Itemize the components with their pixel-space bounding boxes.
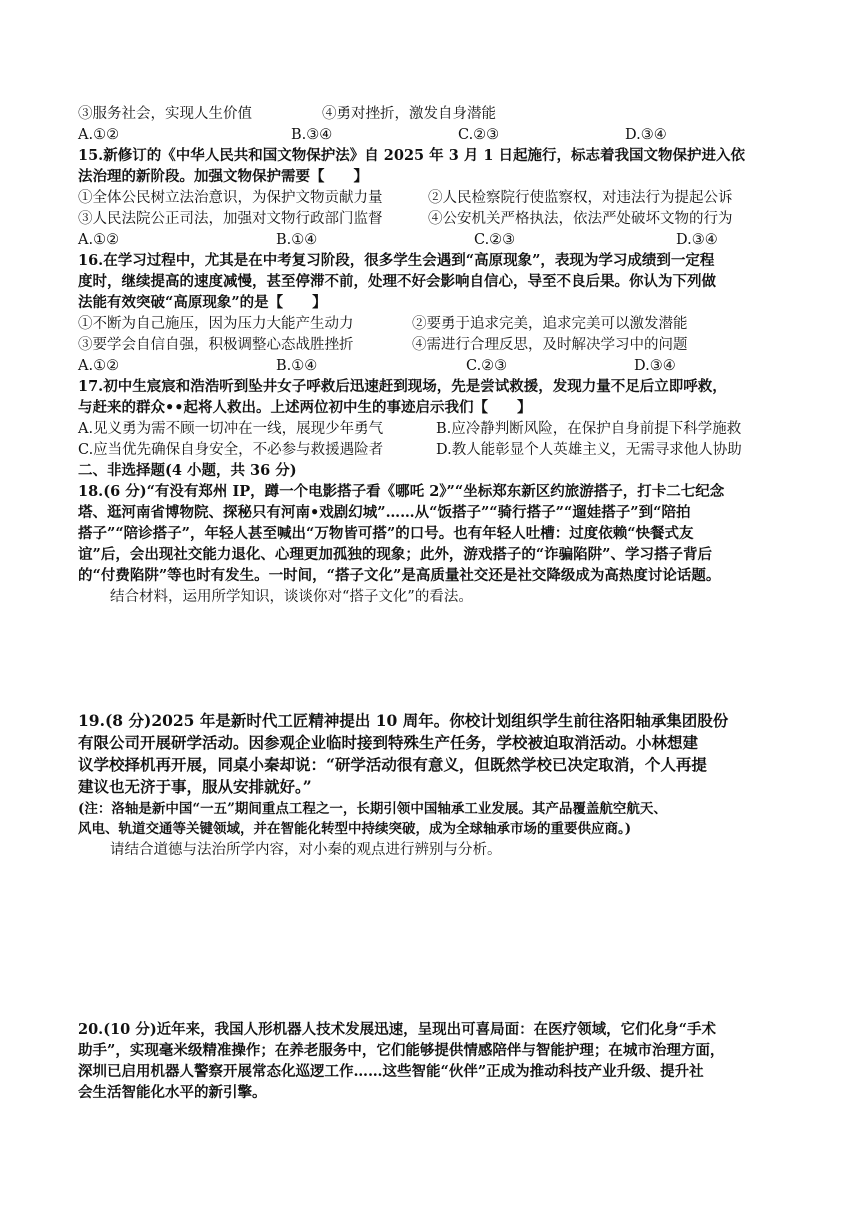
q19-note-line-1: (注：洛轴是新中国“一五”期间重点工程之一，长期引领中国轴承工业发展。其产品覆盖航空航天、 — [78, 801, 667, 817]
q15-stem-line-2: 法治理的新阶段。加强文物保护需要【 】 — [78, 168, 368, 185]
q18-material-line-4: 谊”后，会出现社交能力退化、心理更加孤独的现象；此外，游戏搭子的“诈骗陷阱”、学习搭子背后 — [78, 546, 713, 563]
q19-prompt: 请结合道德与法治所学内容，对小秦的观点进行辨别与分析。 — [110, 842, 502, 858]
q15-option-1: ①全体公民树立法治意识，为保护文物贡献力量 — [78, 190, 383, 206]
q15-choice-d: D.③④ — [676, 232, 718, 248]
q15-stem-line-1: 15.新修订的《中华人民共和国文物保护法》自 2025 年 3 月 1 日起施行，标志着我国文物保护进入依 — [78, 147, 746, 164]
q19-material-line-3: 议学校择机再开展，同桌小秦却说：“研学活动很有意义，但既然学校已决定取消，个人再提 — [78, 755, 707, 774]
q15-choice-c: C.②③ — [474, 232, 516, 248]
q17-option-a: A.见义勇为需不顾一切冲在一线，展现少年勇气 — [78, 421, 384, 437]
q14-choice-d: D.③④ — [625, 127, 667, 143]
q20-material-line-3: 深圳已启用机器人警察开展常态化巡逻工作……这些智能“伙伴”正成为推动科技产业升级、提升社 — [78, 1063, 704, 1080]
q15-option-4: ④公安机关严格执法，依法严处破坏文物的行为 — [428, 211, 733, 227]
q20-material-line-4: 会生活智能化水平的新引擎。 — [78, 1084, 267, 1101]
q20-material-line-2: 助手”，实现毫米级精准操作；在养老服务中，它们能够提供情感陪伴与智能护理；在城市治理方面， — [78, 1042, 725, 1059]
section-heading: 二、非选择题(4 小题，共 36 分) — [78, 462, 297, 479]
q16-stem-line-3: 法能有效突破“高原现象”的是【 】 — [78, 294, 327, 311]
q17-stem-line-2: 与赶来的群众••起将人救出。上述两位初中生的事迹启示我们【 】 — [78, 399, 532, 416]
q19-note-line-2: 风电、轨道交通等关键领域，并在智能化转型中持续突破，成为全球轴承市场的重要供应商。) — [78, 821, 632, 837]
q16-choice-a: A.①② — [78, 358, 120, 374]
q16-option-4: ④需进行合理反思，及时解决学习中的问题 — [412, 337, 688, 353]
q14-option-3: ③服务社会，实现人生价值 — [78, 106, 252, 122]
q16-choice-b: B.①④ — [276, 358, 318, 374]
q15-option-3: ③人民法院公正司法，加强对文物行政部门监督 — [78, 211, 383, 227]
q19-material-line-1: 19.(8 分)2025 年是新时代工匠精神提出 10 周年。你校计划组织学生前往洛阳轴承集团股份 — [78, 711, 729, 730]
q15-choice-a: A.①② — [78, 232, 120, 248]
q15-option-2: ②人民检察院行使监察权，对违法行为提起公诉 — [428, 190, 733, 206]
q17-option-d: D.教人能彰显个人英雄主义，无需寻求他人协助 — [436, 442, 742, 458]
q17-option-b: B.应冷静判断风险，在保护自身前提下科学施救 — [436, 421, 742, 437]
q14-choice-b: B.③④ — [291, 127, 333, 143]
q16-option-1: ①不断为自己施压，因为压力大能产生动力 — [78, 316, 354, 332]
q16-option-2: ②要勇于追求完美，追求完美可以激发潜能 — [412, 316, 688, 332]
q16-option-3: ③要学会自信自强，积极调整心态战胜挫折 — [78, 337, 354, 353]
q14-option-4: ④勇对挫折，激发自身潜能 — [322, 106, 496, 122]
q16-choice-d: D.③④ — [634, 358, 676, 374]
q19-material-line-2: 有限公司开展研学活动。因参观企业临时接到特殊生产任务，学校被迫取消活动。小林想建 — [78, 733, 699, 752]
q16-choice-c: C.②③ — [466, 358, 508, 374]
q18-material-line-3: 搭子”“陪诊搭子”，年轻人甚至喊出“万物皆可搭”的口号。也有年轻人吐槽：过度依赖“快餐式友 — [78, 525, 694, 542]
q16-stem-line-2: 度时，继续提高的速度减慢，甚至停滞不前，处理不好会影响自信心，导至不良后果。你认为下列做 — [78, 273, 716, 290]
q17-stem-line-1: 17.初中生宸宸和浩浩听到坠井女子呼救后迅速赶到现场，先是尝试救援，发现力量不足后立即呼救， — [78, 378, 727, 395]
q18-material-line-1: 18.(6 分)“有没有郑州 IP，蹲一个电影搭子看《哪吒 2》”“坐标郑东新区约旅游搭子，打卡二七纪念 — [78, 483, 725, 500]
q14-choice-a: A.①② — [78, 127, 120, 143]
q16-stem-line-1: 16.在学习过程中，尤其是在中考复习阶段，很多学生会遇到“高原现象”，表现为学习成绩到一定程 — [78, 252, 715, 269]
q17-option-c: C.应当优先确保自身安全，不必参与救援遇险者 — [78, 442, 384, 458]
q14-choice-c: C.②③ — [458, 127, 500, 143]
q18-material-line-2: 塔、逛河南省博物院、探秘只有河南•戏剧幻城”……从“饭搭子”“骑行搭子”“遛娃搭子”到“陪拍 — [78, 504, 691, 521]
q18-prompt: 结合材料，运用所学知识，谈谈你对“搭子文化”的看法。 — [110, 589, 473, 605]
q15-choice-b: B.①④ — [276, 232, 318, 248]
q18-material-line-5: 的“付费陷阱”等也时有发生。一时间，“搭子文化”是高质量社交还是社交降级成为高热度讨论话题。 — [78, 567, 721, 584]
q19-material-line-4: 建议也无济于事，服从安排就好。” — [78, 777, 312, 796]
q20-material-line-1: 20.(10 分)近年来，我国人形机器人技术发展迅速，呈现出可喜局面：在医疗领域，它们化身“手术 — [78, 1021, 717, 1038]
